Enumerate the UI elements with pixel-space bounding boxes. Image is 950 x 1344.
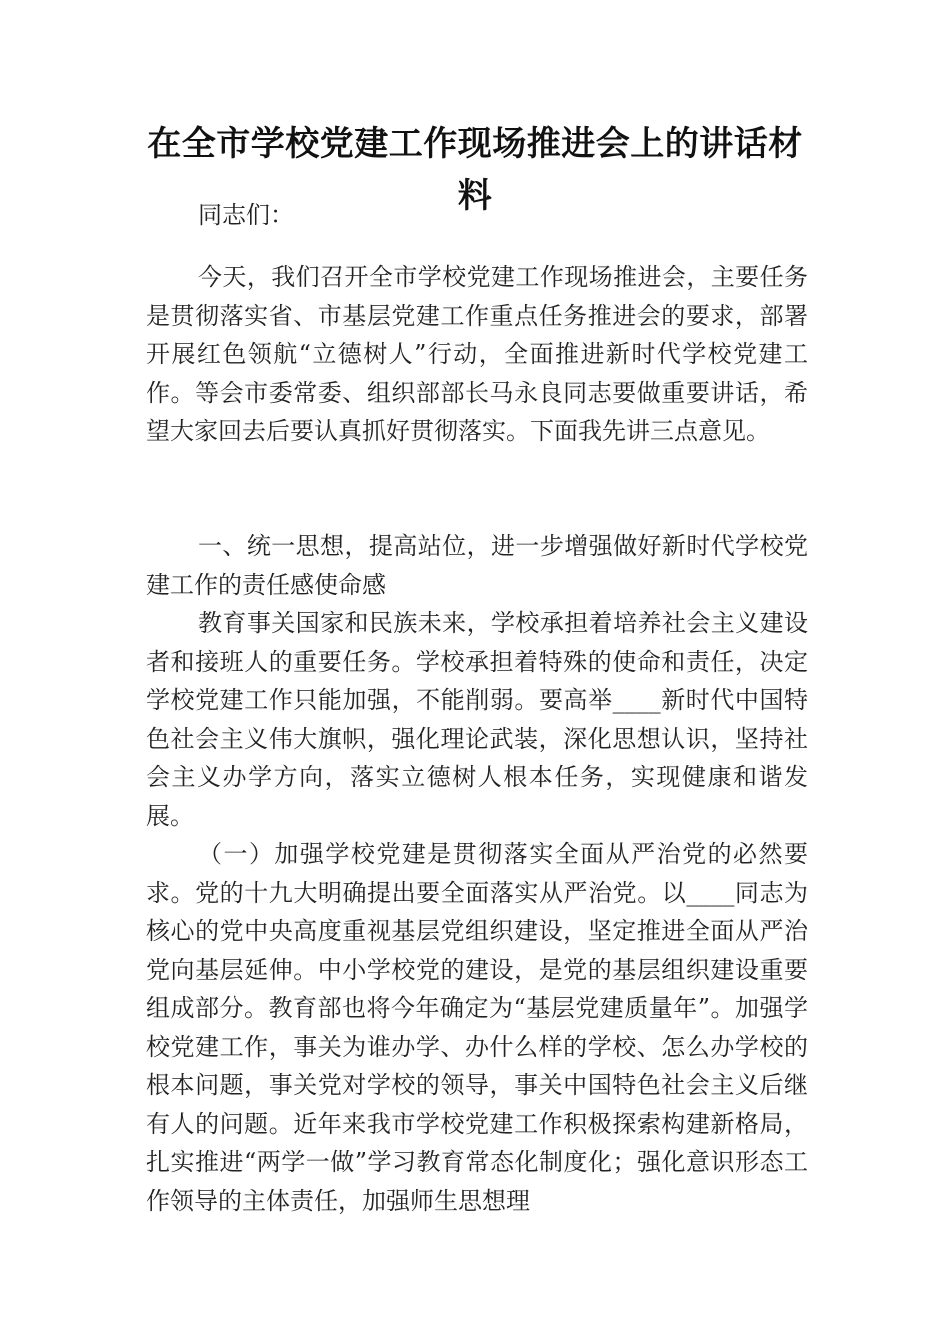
paragraph-subsection-one: （一）加强学校党建是贯彻落实全面从严治党的必然要求。党的十九大明确提出要全面落实从严治党。以____同志为核心的党中央高度重视基层党组织建设，坚定推进全面从严治党向基层延伸。中小学校党的建设，是党的基层组织建设重要组成部分。教育部也将今年确定为“基层党建质量年”。加强学校党建工作，事关为谁办学、办什么样的学校、怎么办学校的根本问题，事关党对学校的领导，事关中国特色社会主义后继有人的问题。近年来我市学校党建工作积极探索构建新格局，扎实推进“两学一做”学习教育常态化制度化；强化意识形态工作领导的主体责任，加强师生思想理 [146,840,808,1215]
paragraph-opening: 今天，我们召开全市学校党建工作现场推进会，主要任务是贯彻落实省、市基层党建工作重点任务推进会的要求，部署开展红色领航“立德树人”行动，全面推进新时代学校党建工作。等会市委常委、组织部部长马永良同志要做重要讲话，希望大家回去后要认真抓好贯彻落实。下面我先讲三点意见。 [146,263,808,445]
paragraph-section-one: 教育事关国家和民族未来，学校承担着培养社会主义建设者和接班人的重要任务。学校承担着特殊的使命和责任，决定学校党建工作只能加强，不能削弱。要高举____新时代中国特色社会主义伟大旗帜，强化理论武装，深化思想认识，坚持社会主义办学方向，落实立德树人根本任务，实现健康和谐发展。 [146,609,808,830]
document-title: 在全市学校党建工作现场推进会上的讲话材料 [147,124,803,216]
salutation: 同志们： [198,201,294,229]
section-heading-one: 一、统一思想，提高站位，进一步增强做好新时代学校党建工作的责任感使命感 [146,532,808,599]
